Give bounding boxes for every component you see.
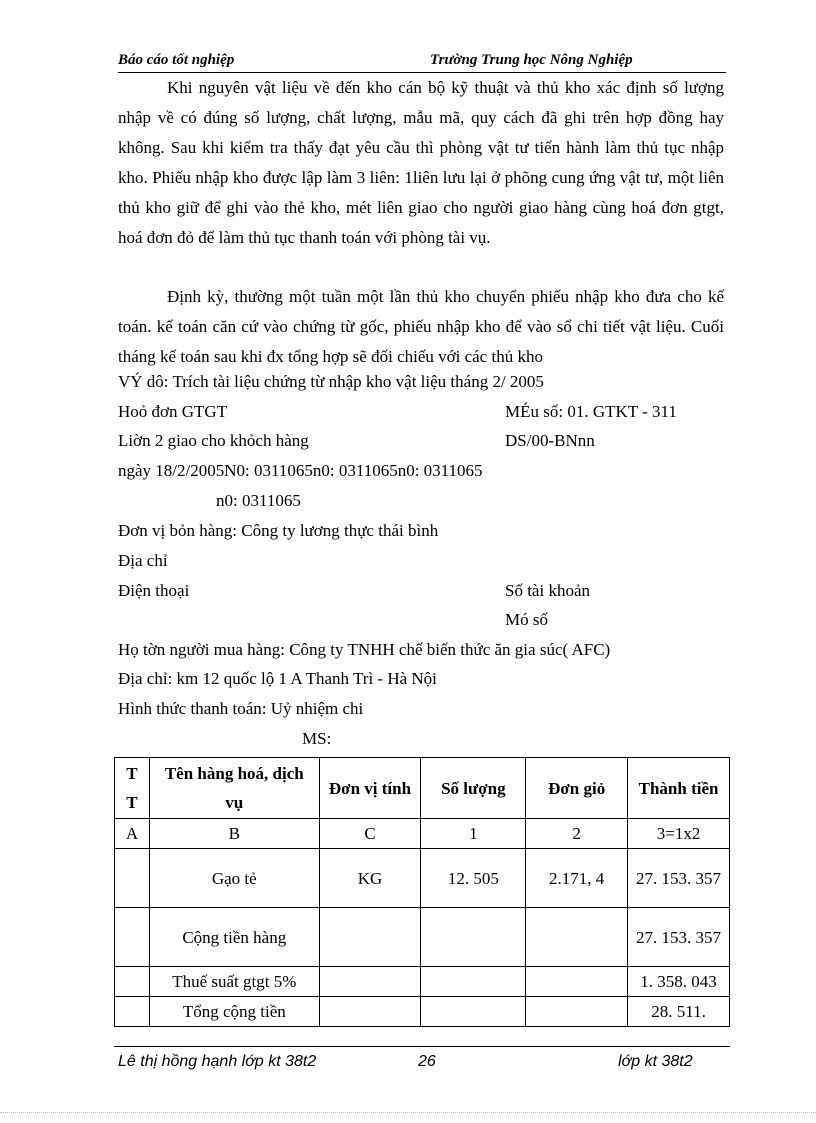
code-cell: C [319,819,421,849]
table-row [115,849,730,908]
subtotal-amount: 27. 153. 357 [628,908,730,967]
number-line: n0: 0311065 [216,491,301,510]
tax-amount: 1. 358. 043 [628,967,730,997]
header-left: Báo cáo tốt nghiệp [118,52,235,68]
tax-code-label: Mó số [505,610,548,629]
invoice-copy: Liờn 2 giao cho khỏch hàng [118,431,309,450]
header-name: Tên hàng hoá, dịch vụ [149,758,319,819]
page-bottom-divider [0,1112,816,1113]
invoice-title: Hoỏ đơn GTGT [118,402,228,421]
item-qty: 12. 505 [421,849,526,908]
tax-label: Thuế suất gtgt 5% [149,967,319,997]
header-price: Đơn giỏ [526,758,628,819]
form-number: MÉu số: 01. GTKT - 311 [505,402,677,421]
total-label: Tổng cộng tiền [149,997,319,1027]
item-name: Gạo tẻ [149,849,319,908]
code-cell: A [115,819,150,849]
header-unit: Đơn vị tính [319,758,421,819]
table-header-row [115,758,730,819]
code-cell: 2 [526,819,628,849]
ms-label: MS: [302,729,332,748]
page-number: 26 [418,1053,436,1070]
code-cell: B [149,819,319,849]
page-footer [114,1046,730,1070]
header-qty: Số lượng [421,758,526,819]
invoice-series: DS/00-BNnn [505,431,595,450]
footer-right: lớp kt 38t2 [618,1053,693,1070]
total-amount: 28. 511. [628,997,730,1027]
buyer-address: Địa chỉ: km 12 quốc lộ 1 A Thanh Trì - Hà Nội [118,669,437,688]
subtotal-label: Cộng tiền hàng [149,908,319,967]
paragraph-2: Định kỳ, thường một tuần một lần thủ kho chuyển phiếu nhập kho đưa cho kế toán. kế toán căn cứ vào chứng từ gốc, phiếu nhập kho để vào sổ chi tiết vật liệu. Cuối tháng kế toán sau khi đx tổng hợp sẽ đối chiếu với các thủ kho [118,287,724,366]
tax-row [115,967,730,997]
seller-line: Đơn vị bỏn hàng: Công ty lương thực thái bình [118,521,439,540]
phone-label: Điện thoại [118,581,190,600]
header-amount: Thành tiền [628,758,730,819]
payment-line: Hình thức thanh toán: Uỷ nhiệm chi [118,699,364,718]
code-cell: 1 [421,819,526,849]
table-code-row [115,819,730,849]
page-header [118,52,726,73]
date-line: ngày 18/2/2005N0: 0311065n0: 0311065n0: 0311065 [118,461,483,480]
address-label: Địa chỉ [118,551,168,570]
item-amount: 27. 153. 357 [628,849,730,908]
example-line: VÝ dô: Trích tài liệu chứng từ nhập kho vật liệu tháng 2/ 2005 [118,372,544,391]
invoice-table [114,757,730,1027]
item-unit: KG [319,849,421,908]
item-tt [115,849,150,908]
account-label: Số tài khoản [505,581,590,600]
item-price: 2.171, 4 [526,849,628,908]
total-row [115,997,730,1027]
code-cell: 3=1x2 [628,819,730,849]
header-tt: T T [115,758,150,819]
paragraph-1: Khi nguyên vật liệu về đến kho cán bộ kỹ thuật và thủ kho xác định số lượng nhập về có đúng số lượng, chất lượng, mẫu mã, quy cách đã ghi trên hợp đồng hay không. Sau khi kiểm tra thấy đạt yêu cầu thì phòng vật tư tiến hành làm thủ tục nhập kho. Phiếu nhập kho được lập làm 3 liên: 1liên lưu lại ở phõng cung ứng vật tư, một liên thủ kho giữ để ghi vào thẻ kho, mét liên giao cho người giao hàng cùng hoá đơn gtgt, hoá đơn đỏ để làm thủ tục thanh toán với phòng tài vụ. [118,78,724,247]
header-right: Trường Trung học Nông Nghiệp [430,52,633,68]
buyer-line: Họ tờn người mua hàng: Công ty TNHH chế biến thức ăn gia súc( AFC) [118,640,611,659]
subtotal-row [115,908,730,967]
footer-left: Lê thị hồng hạnh lớp kt 38t2 [118,1053,317,1070]
